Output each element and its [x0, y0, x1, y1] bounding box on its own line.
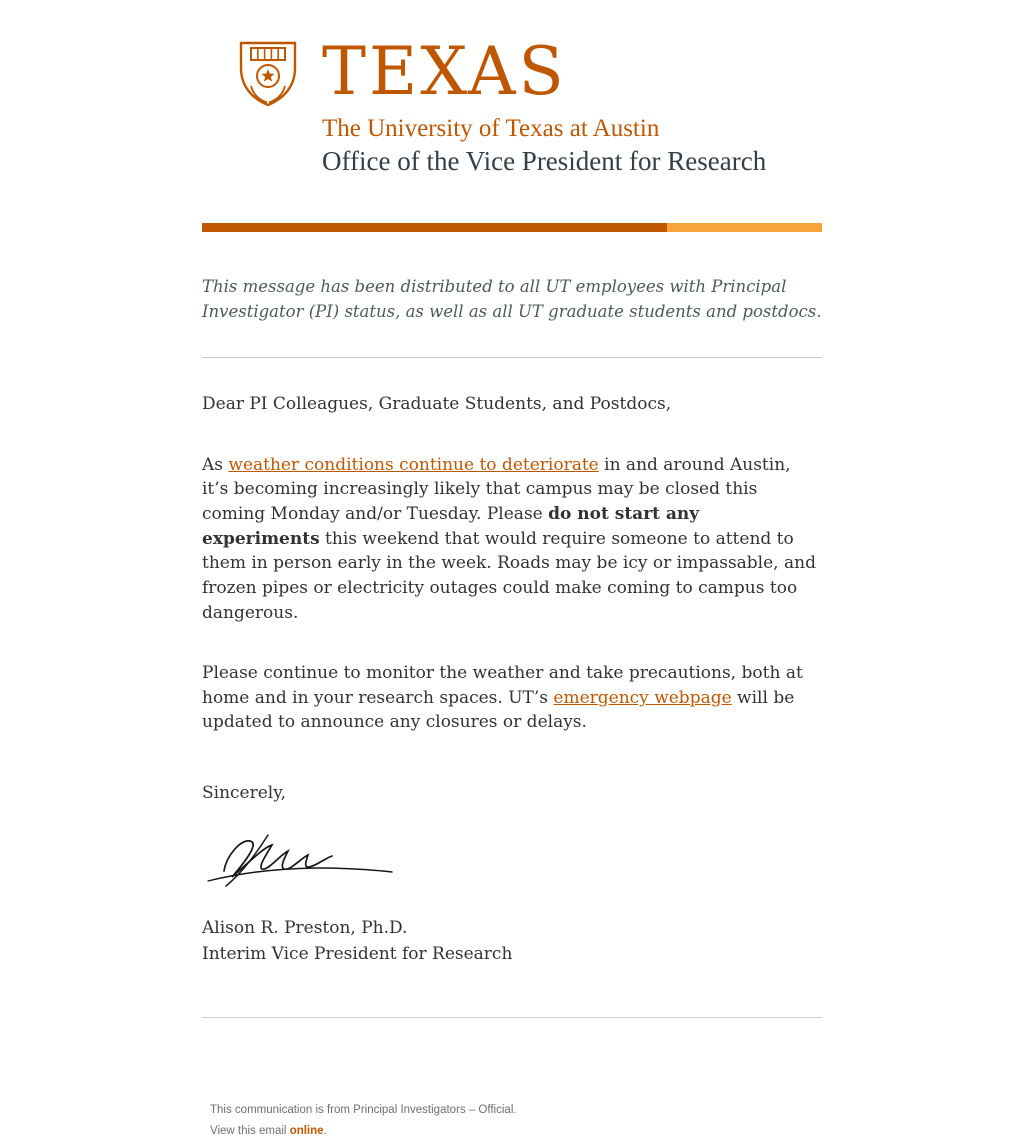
office-name: Office of the Vice President for Research	[322, 146, 767, 177]
paragraph-monitor	[202, 661, 822, 735]
salutation: Dear PI Colleagues, Graduate Students, and Postdocs,	[202, 394, 672, 415]
footer	[202, 1102, 822, 1140]
view-online-suffix: .	[323, 1124, 327, 1137]
paragraph-monitor-text-b: will be updated to announce any closures or delays.	[202, 687, 795, 733]
university-name: The University of Texas at Austin	[322, 114, 660, 142]
logo-row	[238, 33, 822, 177]
brand-text	[322, 33, 767, 177]
emergency-webpage-link[interactable]: emergency webpage	[553, 687, 732, 708]
paragraph-monitor-text-a: Please continue to monitor the weather and take precautions, both at home and in your research spaces. UT’s	[202, 663, 803, 708]
accent-bar-light	[667, 223, 822, 232]
paragraph-weather-text-a: As	[202, 454, 229, 475]
view-online-text	[210, 1123, 822, 1140]
distribution-notice: This message has been distributed to all UT employees with Principal Investigator (PI) status, as well as all UT graduate students and postdocs.	[202, 276, 822, 322]
paragraph-weather-text-b: in and around Austin, it’s becoming increasingly likely that campus may be closed this coming Monday and/or Tuesday. Please	[202, 454, 791, 524]
signer-name: Alison R. Preston, Ph.D.	[202, 918, 408, 939]
closing: Sincerely,	[202, 783, 286, 804]
paragraph-weather-text-c: this weekend that would require someone to attend to them in person early in the week. Roads may be icy or impassable, and frozen pipes or electricity outages could make coming to campus too dangerous.	[202, 528, 816, 623]
accent-bar-dark	[202, 223, 667, 232]
bottom-divider	[202, 1017, 822, 1018]
paragraph-weather	[202, 453, 822, 625]
signature-image	[206, 829, 396, 891]
weather-conditions-link[interactable]: weather conditions continue to deteriorate	[228, 454, 599, 475]
signer-title: Interim Vice President for Research	[202, 943, 513, 964]
footer-communication-note: This communication is from Principal Investigators – Official.	[210, 1103, 517, 1116]
header	[202, 0, 822, 177]
view-online-link[interactable]: online	[289, 1124, 324, 1137]
view-online-prefix: View this email	[210, 1124, 290, 1137]
paragraph-weather-bold: do not start any experiments	[202, 503, 700, 549]
texas-wordmark: TEXAS	[322, 33, 567, 110]
brand-accent-bar	[202, 223, 822, 232]
ut-shield-icon	[238, 40, 298, 108]
top-divider	[202, 357, 822, 358]
